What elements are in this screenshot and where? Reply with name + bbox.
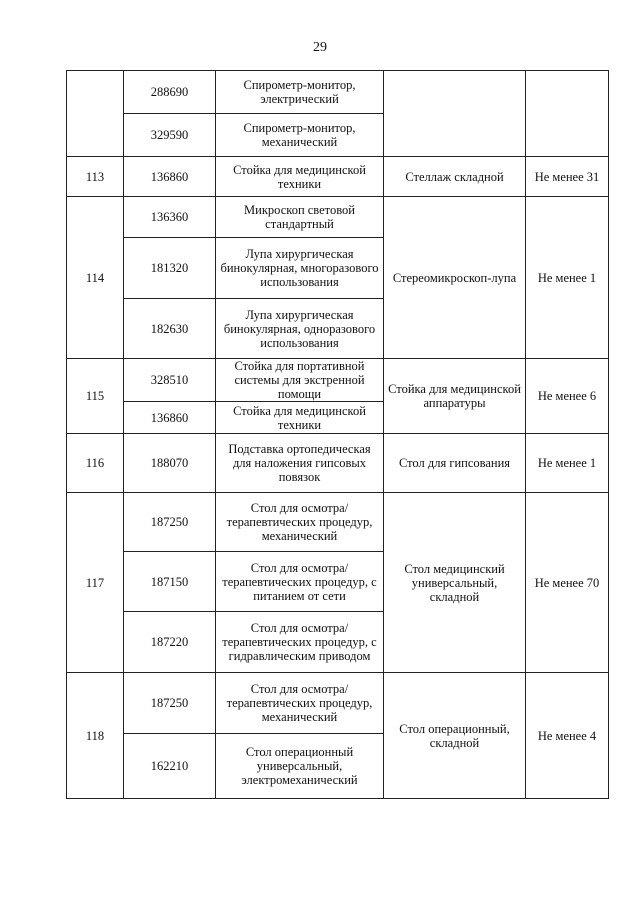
item-code: 136860 [124,402,216,434]
row-number [67,71,124,157]
quantity: Не менее 4 [526,673,609,799]
table-row [67,157,609,197]
table-row [67,673,609,734]
item-code: 181320 [124,238,216,299]
item-code: 187250 [124,673,216,734]
item-name: Стойка для медицинской техники [216,157,384,197]
row-number: 118 [67,673,124,799]
quantity: Не менее 1 [526,197,609,359]
item-name: Стол для осмотра/терапевтических процедур, с питанием от сети [216,552,384,612]
category-name: Стереомикроскоп-лупа [384,197,526,359]
category-name [384,71,526,157]
row-number: 116 [67,434,124,493]
table-row [67,359,609,402]
category-name: Стеллаж складной [384,157,526,197]
quantity [526,71,609,157]
item-code: 136360 [124,197,216,238]
table-row [67,434,609,493]
row-number: 115 [67,359,124,434]
item-name: Лупа хирургическая бинокулярная, многоразового использования [216,238,384,299]
item-name: Стол для осмотра/терапевтических процедур, с гидравлическим приводом [216,612,384,673]
equipment-table [66,70,609,799]
item-code: 187220 [124,612,216,673]
category-name: Стол операционный, складной [384,673,526,799]
item-code: 188070 [124,434,216,493]
item-name: Спирометр-монитор, электрический [216,71,384,114]
item-code: 162210 [124,734,216,799]
item-name: Подставка ортопедическая для наложения гипсовых повязок [216,434,384,493]
item-name: Стойка для медицинской техники [216,402,384,434]
table-row [67,71,609,114]
item-name: Спирометр-монитор, механический [216,114,384,157]
page-number: 29 [313,40,327,55]
category-name: Стол для гипсования [384,434,526,493]
item-name: Стол для осмотра/терапевтических процедур, механический [216,493,384,552]
category-name: Стойка для медицинской аппаратуры [384,359,526,434]
quantity: Не менее 6 [526,359,609,434]
item-code: 288690 [124,71,216,114]
table-row [67,493,609,552]
item-code: 329590 [124,114,216,157]
item-name: Лупа хирургическая бинокулярная, одноразового использования [216,299,384,359]
item-name: Микроскоп световой стандартный [216,197,384,238]
row-number: 117 [67,493,124,673]
item-code: 187250 [124,493,216,552]
quantity: Не менее 31 [526,157,609,197]
item-code: 182630 [124,299,216,359]
item-name: Стол операционный универсальный, электромеханический [216,734,384,799]
table-row [67,197,609,238]
quantity: Не менее 70 [526,493,609,673]
item-code: 136860 [124,157,216,197]
row-number: 113 [67,157,124,197]
item-name: Стол для осмотра/терапевтических процедур, механический [216,673,384,734]
category-name: Стол медицинский универсальный, складной [384,493,526,673]
quantity: Не менее 1 [526,434,609,493]
item-code: 328510 [124,359,216,402]
row-number: 114 [67,197,124,359]
item-code: 187150 [124,552,216,612]
item-name: Стойка для портативной системы для экстренной помощи [216,359,384,402]
